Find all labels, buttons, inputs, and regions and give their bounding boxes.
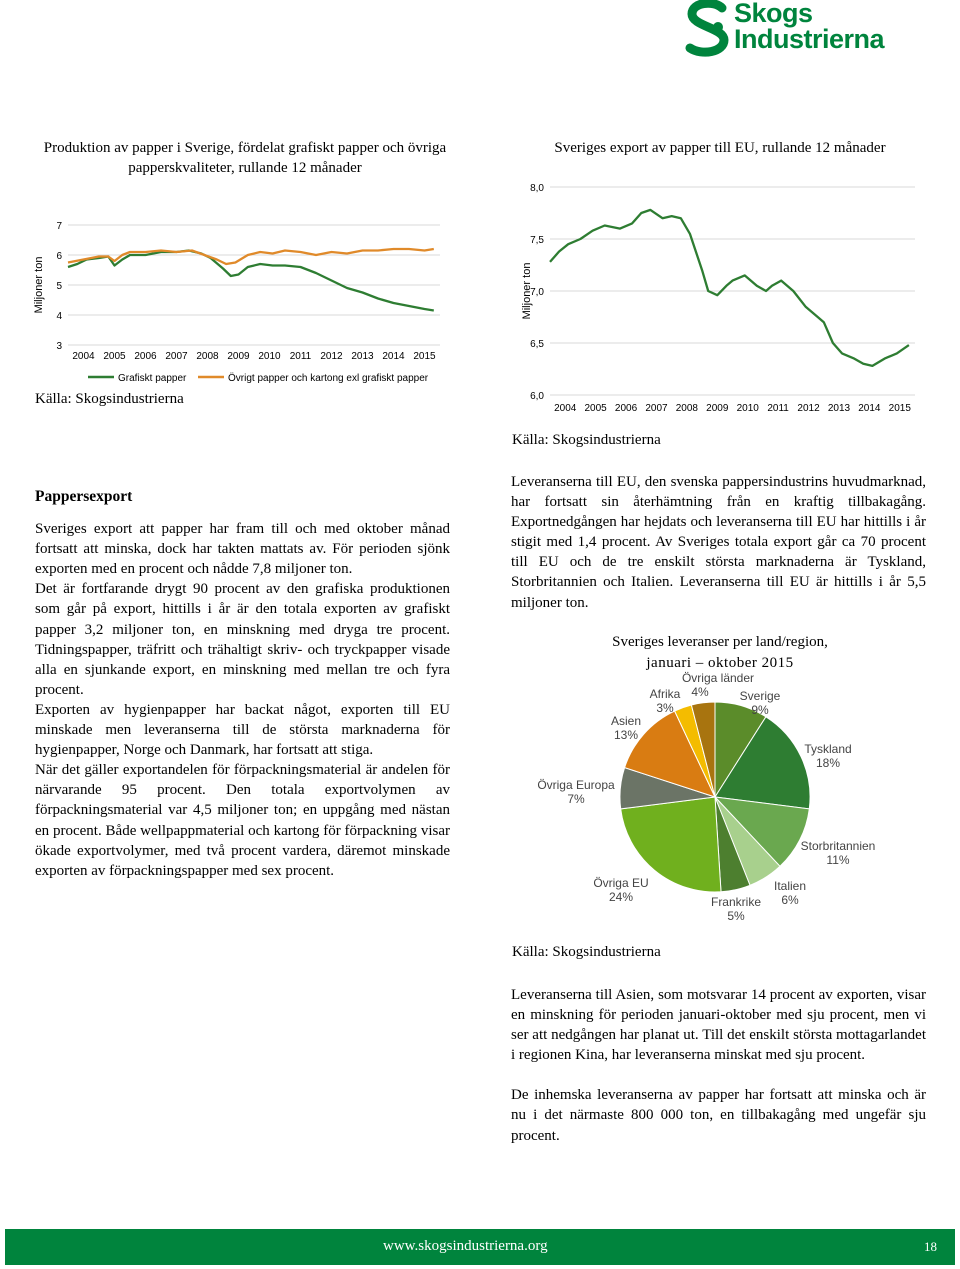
series-line (68, 251, 434, 311)
pie-slice-label: Tyskland (804, 742, 852, 756)
chart1-title: Produktion av papper i Sverige, fördelat grafiskt papper och övriga papperskvaliteter, rullande 12 månader (43, 140, 447, 176)
x-tick-label: 2010 (258, 351, 281, 362)
section-heading: Pappersexport (35, 488, 133, 505)
footer-bar (5, 1229, 955, 1265)
pie-slice-label: Övriga Europa (537, 778, 615, 792)
pie-slice-pct: 18% (815, 756, 841, 770)
pie-slice-label: Asien (610, 714, 642, 728)
chart2-source: Källa: Skogsindustrierna (512, 432, 661, 448)
x-tick-label: 2004 (554, 403, 577, 414)
y-tick-label: 3 (56, 341, 62, 352)
x-tick-label: 2009 (227, 351, 250, 362)
y-axis-label: Miljoner ton (33, 256, 45, 314)
pie-slice-pct: 24% (608, 890, 634, 904)
pie-slice-label: Frankrike (710, 895, 762, 909)
page-number: 18 (924, 1239, 937, 1254)
pie-source: Källa: Skogsindustrierna (512, 944, 661, 960)
left-paragraph-3: Exporten av hygienpapper har backat något, exporten till EU minskade men leveranserna till de största marknaderna för hygienpapper, Norge och Danmark, har fortsatt att stiga. (35, 701, 450, 759)
right-column-top (511, 472, 926, 613)
y-tick-label: 5 (56, 281, 62, 292)
pie-slice-label: Övriga länder (681, 671, 755, 685)
pie-slice-label: Italien (773, 879, 807, 893)
pie-slice-pct: 3% (656, 701, 674, 715)
logo-line1: Skogs (734, 0, 813, 28)
right-paragraph-2: Leveranserna till Asien, som motsvarar 14 procent av exporten, visar en minskning för perioden januari-oktober med sju procent, men vi ser att nedgången har planat ut. Till det enskilt största mottagarlandet i regionen Kina, har leveranserna minskat med sju procent. (511, 987, 926, 1064)
footer-url[interactable]: www.skogsindustrierna.org (383, 1238, 548, 1254)
pie-slice-pct: 9% (751, 703, 769, 717)
x-tick-label: 2006 (134, 351, 157, 362)
pie-title-line1: Sveriges leveranser per land/region, (612, 634, 828, 650)
y-tick-label: 7,5 (530, 235, 544, 246)
x-tick-label: 2010 (736, 403, 759, 414)
legend-label: Grafiskt papper (118, 373, 187, 384)
pie-chart (510, 670, 930, 940)
chart1 (30, 170, 470, 410)
x-tick-label: 2015 (888, 403, 911, 414)
chart1-source: Källa: Skogsindustrierna (35, 391, 184, 407)
right-column-bottom (511, 985, 926, 1146)
pie-slice-pct: 13% (613, 728, 639, 742)
left-column (35, 487, 450, 881)
right-paragraph-3: De inhemska leveranserna av papper har fortsatt att minska och är nu i det närmaste 800 000 ton, en tillbakagång med ungefär sju procent. (511, 1087, 926, 1144)
x-tick-label: 2011 (767, 403, 789, 414)
x-tick-label: 2012 (797, 403, 820, 414)
y-tick-label: 6 (56, 251, 62, 262)
pie-slice-label: Övriga EU (593, 876, 649, 890)
x-tick-label: 2005 (103, 351, 126, 362)
y-tick-label: 7 (56, 221, 62, 232)
x-tick-label: 2007 (645, 403, 668, 414)
y-tick-label: 7,0 (530, 287, 544, 298)
pie-slice-label: Sverige (739, 689, 781, 703)
logo-s-icon (684, 0, 732, 58)
x-tick-label: 2015 (413, 351, 436, 362)
left-paragraph-4: När det gäller exportandelen för förpackningsmaterial är andelen för närvarande 95 procent. Den totala exportvolymen av förpackningsmaterial var 4,5 miljoner ton; en uppgång med nästan en procent. Både wellpappmaterial och kartong för förpackning visar ökade exportvolymer, med två procent vardera, däremot minskade exporten av förpackningspapper med sex procent. (35, 762, 450, 879)
pie-slice-pct: 11% (826, 853, 850, 867)
logo (684, 0, 894, 60)
pie-slice-pct: 6% (781, 893, 799, 907)
right-paragraph-1: Leveranserna till EU, den svenska pappersindustrins huvudmarknad, har fortsatt sin återhämtning från en kraftig tillbakagång. Exportnedgången har hejdats och leveranserna till EU har hittills i år stigit med 1,4 procent. Av Sveriges totala export går ca 70 procent till EU och de tre enskilt största marknaderna är Tyskland, Storbritannien och Italien. Leveranserna till EU är hittills i år 5,5 miljoner ton. (511, 474, 926, 611)
x-tick-label: 2004 (72, 351, 95, 362)
x-tick-label: 2014 (382, 351, 405, 362)
pie-title-line2: januari – oktober 2015 (646, 655, 794, 671)
x-tick-label: 2005 (584, 403, 607, 414)
left-paragraph-2: Det är fortfarande drygt 90 procent av den grafiska produktionen som går på export, hittills i år är den totala exporten av grafiskt papper 3,2 miljoner ton, en minskning med dryga tre procent. Tidningspapper, träfritt och trähaltigt skriv- och tryckpapper visade alla en sjunkande export, en minskning med mellan tre och fyra procent. (35, 581, 450, 698)
chart2-title: Sveriges export av papper till EU, rullande 12 månader (554, 140, 886, 156)
y-tick-label: 8,0 (530, 183, 544, 194)
legend-label: Övrigt papper och kartong exl grafiskt papper (228, 373, 429, 384)
pie-slice-pct: 5% (727, 909, 745, 923)
x-tick-label: 2013 (827, 403, 851, 414)
pie-slice-pct: 7% (567, 792, 585, 806)
x-tick-label: 2008 (675, 403, 698, 414)
left-paragraph-1: Sveriges export att papper har fram till och med oktober månad fortsatt att minska, dock har takten mattats av. För perioden sjönk exporten med en procent och nådde 7,8 miljoner ton. (35, 521, 450, 578)
y-tick-label: 6,0 (530, 391, 544, 402)
pie-slice-label: Afrika (649, 687, 681, 701)
x-tick-label: 2007 (165, 351, 188, 362)
pie-slice-pct: 4% (691, 685, 709, 699)
x-tick-label: 2008 (196, 351, 219, 362)
y-axis-label: Miljoner ton (521, 262, 533, 320)
y-tick-label: 6,5 (530, 339, 544, 350)
x-tick-label: 2012 (320, 351, 343, 362)
pie-slice-label: Storbritannien (800, 839, 876, 853)
x-tick-label: 2009 (706, 403, 729, 414)
series-line (68, 249, 434, 264)
x-tick-label: 2013 (351, 351, 374, 362)
x-tick-label: 2014 (858, 403, 881, 414)
chart2 (500, 165, 930, 425)
x-tick-label: 2011 (289, 351, 312, 362)
logo-line2: Industrierna (734, 24, 885, 54)
x-tick-label: 2006 (614, 403, 638, 414)
y-tick-label: 4 (56, 311, 62, 322)
